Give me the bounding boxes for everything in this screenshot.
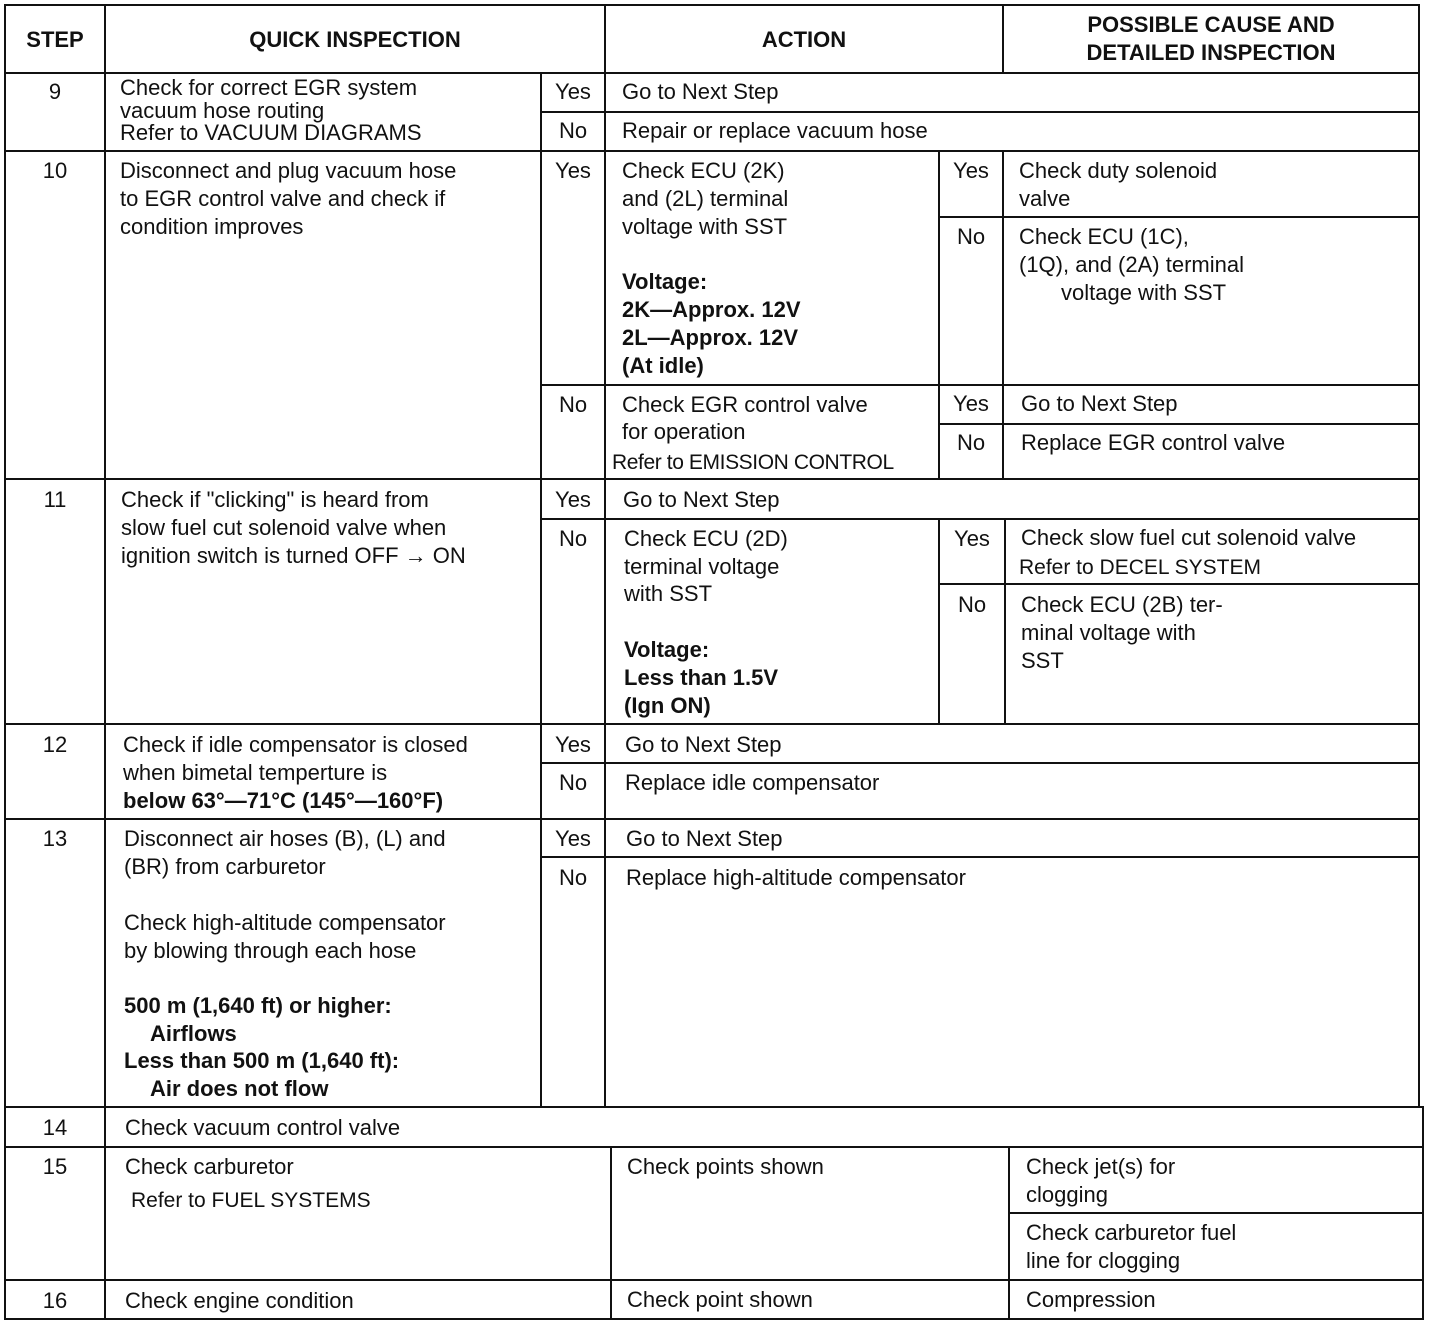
inspection-text: by blowing through each hose: [124, 938, 417, 963]
header-quick-inspection: QUICK INSPECTION: [249, 27, 461, 52]
spec-text: 2K—Approx. 12V: [622, 297, 801, 322]
yes-label: Yes: [953, 391, 989, 416]
cause-text: line for clogging: [1026, 1248, 1181, 1273]
spec-text: 2L—Approx. 12V: [622, 325, 799, 350]
cause-text: Check ECU (2B) ter-: [1021, 592, 1223, 617]
header-cause-line1: POSSIBLE CAUSE AND: [1087, 12, 1335, 37]
action-text: terminal voltage: [624, 554, 780, 579]
spec-text: Voltage:: [622, 269, 708, 294]
action-text: Check ECU (2D): [624, 526, 788, 551]
action-reference: Refer to EMISSION CONTROL: [612, 451, 894, 474]
cause-text: minal voltage with: [1021, 620, 1196, 645]
step-number: 10: [42, 158, 68, 183]
inspection-text: Check vacuum control valve: [125, 1115, 401, 1140]
step-number: 9: [48, 79, 62, 104]
cause-text: (1Q), and (2A) terminal: [1019, 252, 1244, 277]
no-action: Replace high-altitude compensator: [626, 865, 966, 890]
cause-text: valve: [1019, 186, 1071, 211]
inspection-text: Check carburetor: [125, 1154, 294, 1179]
step-number: 11: [43, 487, 67, 512]
no-action: Repair or replace vacuum hose: [622, 118, 928, 143]
spec-text: 500 m (1,640 ft) or higher:: [124, 993, 392, 1018]
header-cause-line2: DETAILED INSPECTION: [1086, 40, 1336, 65]
cause-text: Check slow fuel cut solenoid valve: [1021, 525, 1357, 550]
action-text: Check point shown: [627, 1287, 813, 1312]
no-label: No: [558, 526, 588, 551]
no-label: No: [558, 865, 588, 890]
spec-text: (Ign ON): [624, 693, 711, 718]
spec-text: (At idle): [622, 353, 704, 378]
cause-text: Check duty solenoid: [1019, 158, 1218, 183]
spec-text: Airflows: [150, 1021, 237, 1046]
no-label: No: [957, 592, 987, 617]
action-text: Check ECU (2K): [622, 158, 785, 183]
cause-text: Check ECU (1C),: [1019, 224, 1189, 249]
action-text: for operation: [622, 419, 746, 444]
inspection-reference: Refer to VACUUM DIAGRAMS: [120, 120, 422, 145]
action-text: with SST: [624, 581, 713, 606]
cause-text: Check carburetor fuel: [1026, 1220, 1237, 1245]
yes-label: Yes: [555, 158, 591, 183]
spec-text: Air does not flow: [150, 1076, 329, 1101]
inspection-text: Disconnect and plug vacuum hose: [120, 158, 457, 183]
action-text: voltage with SST: [622, 214, 788, 239]
cause-text: clogging: [1026, 1182, 1108, 1207]
step-number: 15: [42, 1154, 68, 1179]
yes-action: Go to Next Step: [626, 826, 783, 851]
yes-action: Go to Next Step: [625, 732, 782, 757]
inspection-text: slow fuel cut solenoid valve when: [121, 515, 447, 540]
inspection-text: Disconnect air hoses (B), (L) and: [124, 826, 446, 851]
cause-text: Go to Next Step: [1021, 391, 1178, 416]
spec-text: Voltage:: [624, 637, 710, 662]
cause-reference: Refer to DECEL SYSTEM: [1019, 556, 1261, 579]
no-label: No: [558, 118, 588, 143]
inspection-text: Check engine condition: [125, 1288, 354, 1313]
step-number: 16: [42, 1288, 68, 1313]
action-text: Check EGR control valve: [622, 392, 868, 417]
inspection-text: Check for correct EGR system: [120, 75, 418, 100]
inspection-text: Check if "clicking" is heard from: [121, 487, 429, 512]
yes-label: Yes: [953, 158, 989, 183]
yes-action: Go to Next Step: [623, 487, 780, 512]
inspection-text: to EGR control valve and check if: [120, 186, 446, 211]
header-step: STEP: [26, 27, 84, 52]
cause-text: Compression: [1026, 1287, 1156, 1312]
cause-text: voltage with SST: [1061, 280, 1227, 305]
inspection-reference: Refer to FUEL SYSTEMS: [131, 1189, 371, 1212]
inspection-text: when bimetal temperture is: [123, 760, 388, 785]
cause-text: Check jet(s) for: [1026, 1154, 1176, 1179]
inspection-text: condition improves: [120, 214, 304, 239]
inspection-text: vacuum hose routing: [120, 98, 325, 123]
header-action: ACTION: [761, 27, 847, 52]
step-number: 13: [42, 826, 68, 851]
inspection-text: ignition switch is turned OFF → ON: [121, 543, 466, 568]
spec-text: Less than 500 m (1,640 ft):: [124, 1048, 400, 1073]
no-label: No: [558, 770, 588, 795]
inspection-text: (BR) from carburetor: [124, 854, 326, 879]
spec-text: below 63°—71°C (145°—160°F): [123, 788, 444, 813]
cause-text: SST: [1021, 648, 1064, 673]
yes-label: Yes: [555, 826, 591, 851]
yes-action: Go to Next Step: [622, 79, 779, 104]
no-action: Replace idle compensator: [625, 770, 880, 795]
inspection-text: Check if idle compensator is closed: [123, 732, 468, 757]
action-text: Check points shown: [627, 1154, 824, 1179]
no-label: No: [558, 392, 588, 417]
step-number: 12: [42, 732, 68, 757]
no-label: No: [956, 430, 986, 455]
yes-label: Yes: [555, 732, 591, 757]
no-label: No: [956, 224, 986, 249]
step-number: 14: [42, 1115, 68, 1140]
inspection-text: Check high-altitude compensator: [124, 910, 446, 935]
yes-label: Yes: [954, 526, 990, 551]
cause-text: Replace EGR control valve: [1021, 430, 1286, 455]
spec-text: Less than 1.5V: [624, 665, 779, 690]
yes-label: Yes: [555, 487, 591, 512]
yes-label: Yes: [555, 79, 591, 104]
action-text: and (2L) terminal: [622, 186, 789, 211]
